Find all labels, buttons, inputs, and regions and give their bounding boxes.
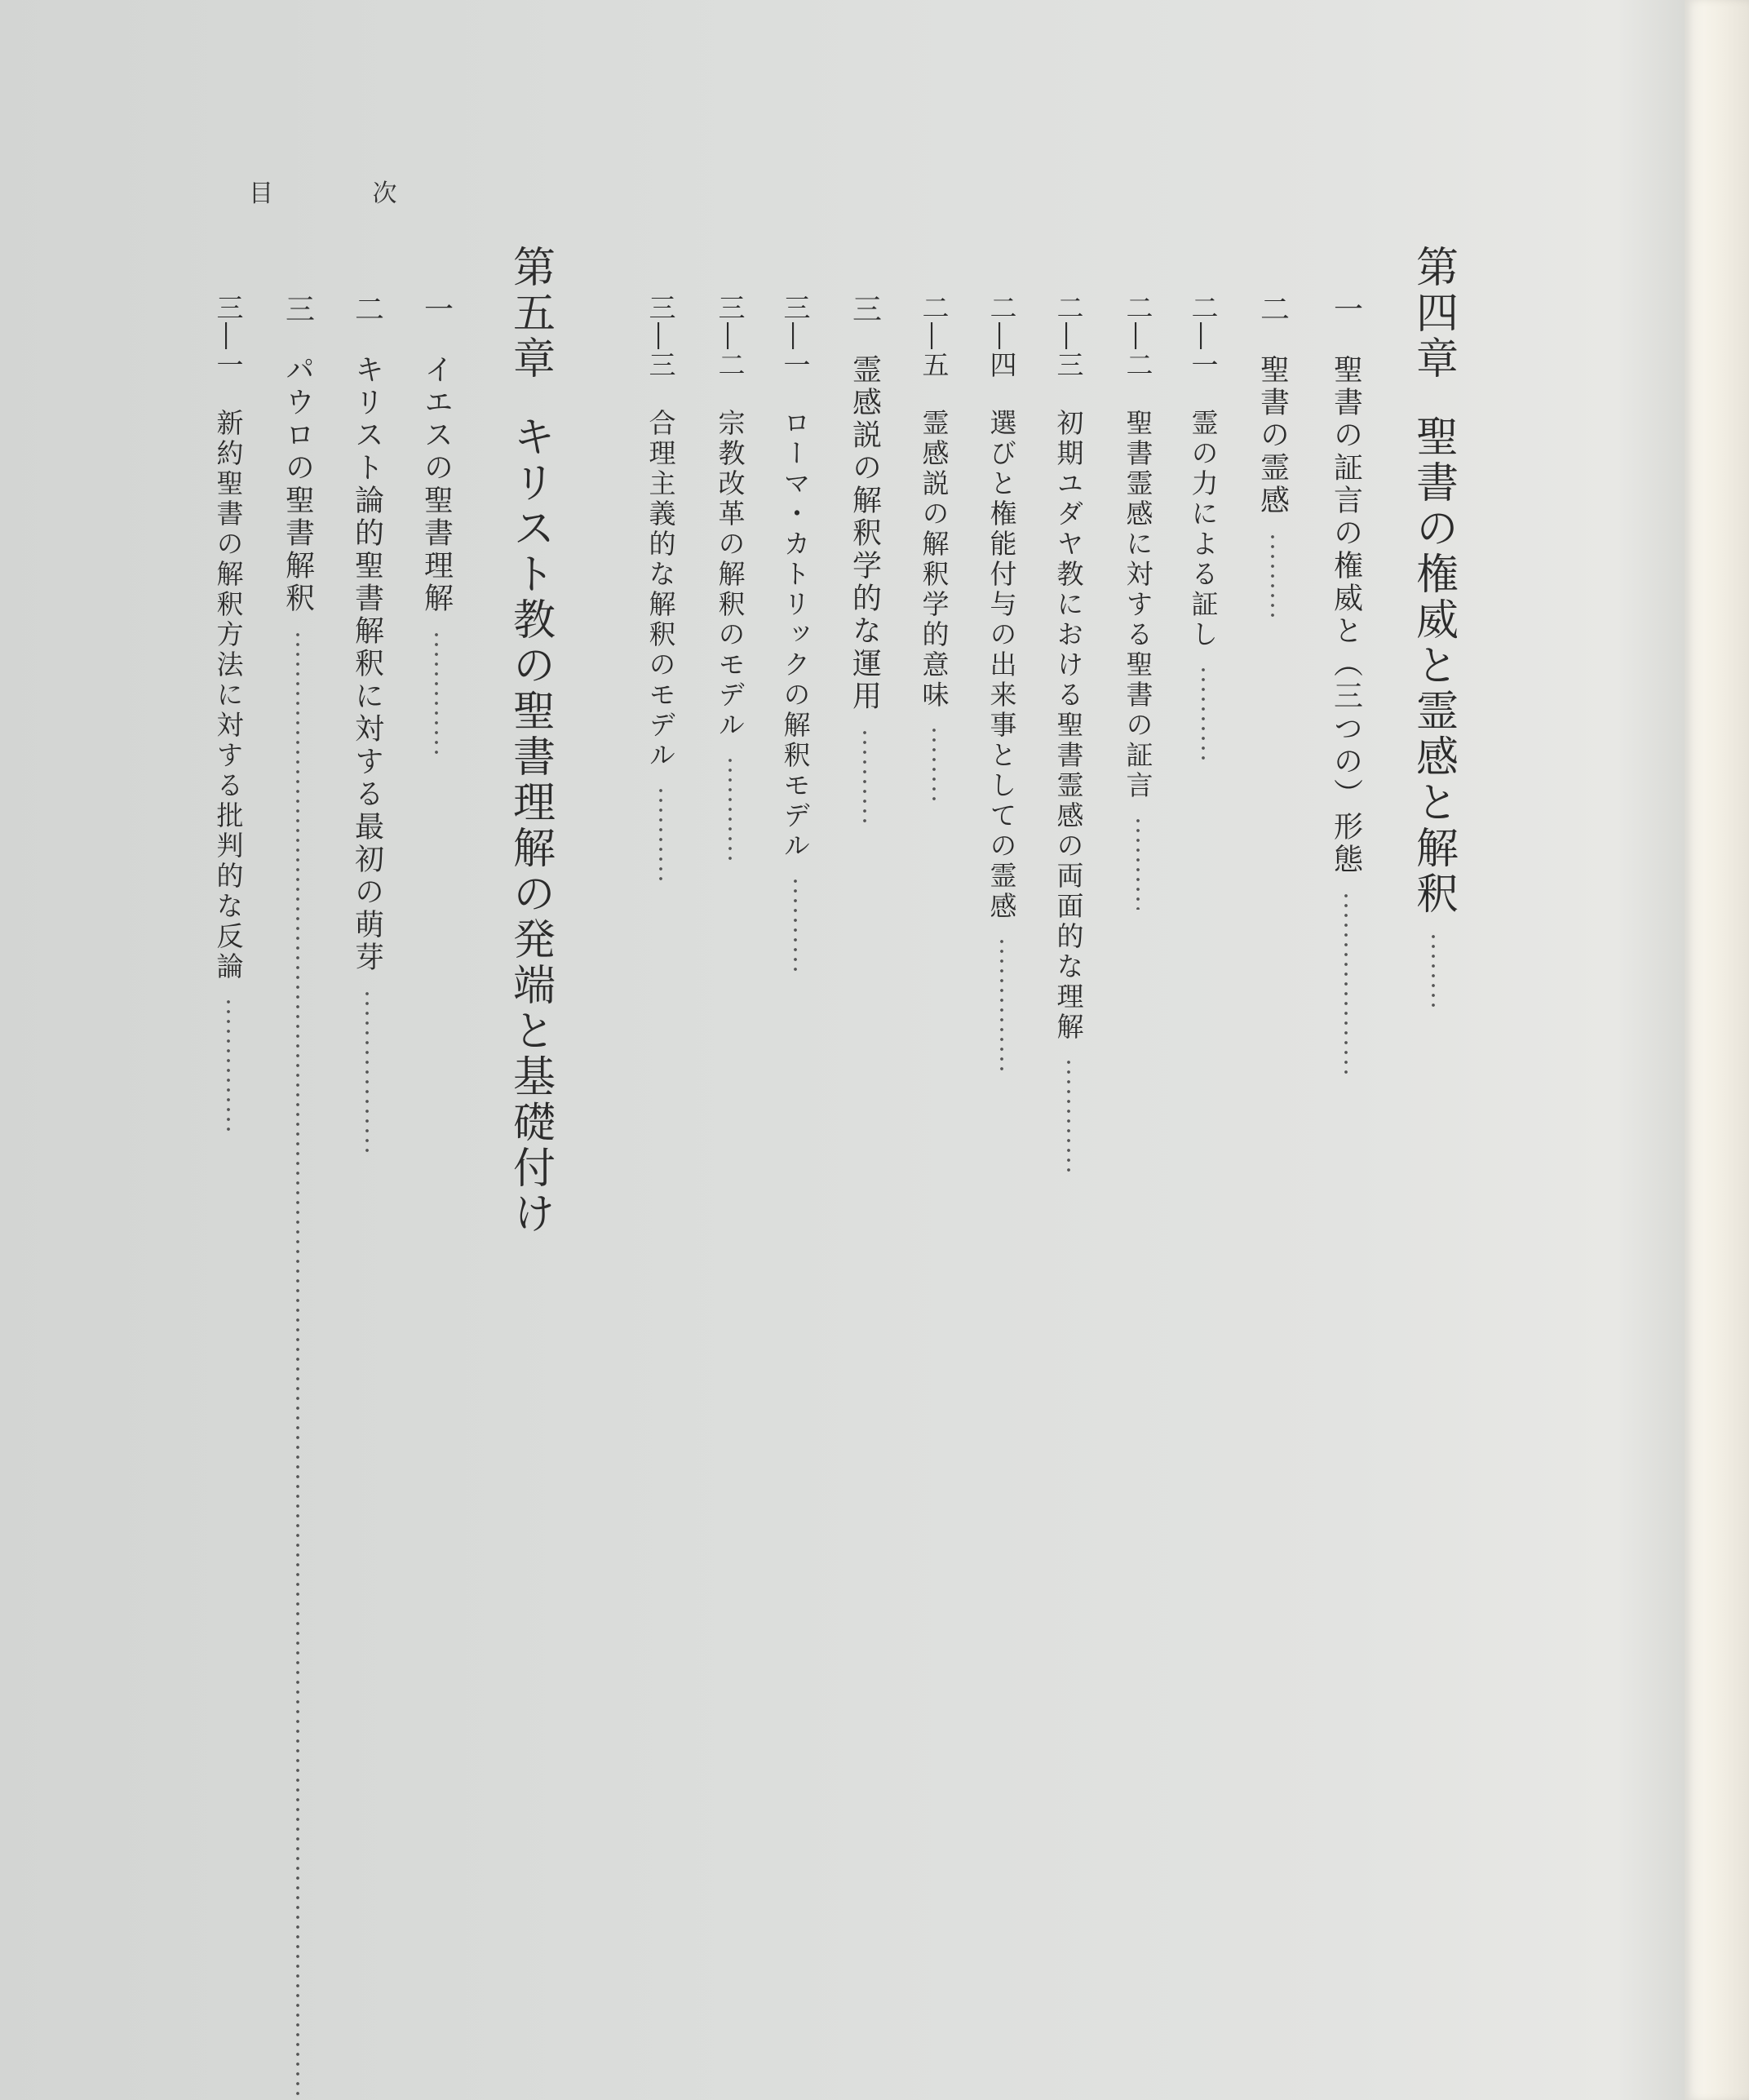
toc-entry-s4-2-2 [1120,294,1156,910]
dot-leader [658,786,663,881]
running-head: 目 次 [249,179,443,208]
toc-entry-s4-2-5 [916,294,952,804]
toc-entry-number: 二 [1255,294,1290,325]
dot-leader [1136,816,1140,910]
dot-leader [226,997,231,1134]
dot-leader [1431,932,1436,1012]
dot-leader [1201,665,1206,763]
toc-entry-title: 霊感説の解釈学的意味 [918,409,950,711]
toc-entry-number: 三―三 [644,294,677,379]
toc-entry-title: イエスの聖書理解 [419,354,454,615]
toc-entry-title: 初期ユダヤ教における聖書霊感の両面的な理解 [1052,409,1085,1043]
toc-entry-s4-2 [1255,294,1291,620]
dot-leader [862,728,867,824]
toc-entry-s5-2 [349,294,385,1159]
toc-entry-title: 選びと権能付与の出来事としての霊感 [985,409,1018,922]
toc-entry-title: キリスト論的聖書解釈に対する最初の萌芽 [350,354,384,974]
toc-entry-s4-2-4 [984,294,1020,1077]
toc-entry-s4-3 [847,294,883,824]
toc-entry-number: 三―一 [779,294,812,379]
dot-leader [932,725,936,804]
toc-entry-number: 二―三 [1052,294,1085,379]
toc-entry-title: ローマ・カトリックの解釈モデル [779,409,812,862]
dot-leader [793,876,798,975]
toc-entry-number: 一 [1329,294,1363,325]
toc-entry-s4-3-3 [643,294,679,881]
toc-entry-title: 合理主義的な解釈のモデル [644,409,677,771]
toc-entry-ch4 [1409,245,1458,1012]
toc-entry-s4-1 [1328,294,1364,1077]
toc-entry-number: 三―二 [714,294,746,379]
dot-leader [728,755,733,861]
toc-entry-number: 二―四 [985,294,1018,379]
toc-entry-title: 新約聖書の解釈方法に対する批判的な反論 [212,409,245,982]
toc-entry-number: 三―一 [212,294,245,379]
dot-leader [434,630,439,759]
toc-entry-title: 聖書の権威と霊感と解釈 [1408,414,1458,917]
toc-entry-s5-3-1 [210,294,246,1134]
dot-leader [1270,532,1275,620]
dot-leader [365,989,370,1159]
toc-entry-title: キリスト教の聖書理解の発端と基礎付け [505,414,555,1237]
toc-entry-s4-2-3 [1051,294,1087,1175]
page-edge [1685,0,1749,2100]
toc-entry-number: 二―二 [1122,294,1154,379]
toc-entry-title: 宗教改革の解釈のモデル [714,409,746,741]
toc-entry-s4-2-1 [1185,294,1221,763]
toc-entry-s5-1 [418,294,454,759]
toc-entry-title: パウロの聖書解釈 [281,354,315,615]
dot-leader [1066,1057,1071,1175]
toc-entry-number: 二 [350,294,384,325]
toc-entry-number: 三 [848,294,882,325]
dot-leader [1344,891,1348,1077]
toc-entry-title: 聖書の霊感 [1255,354,1290,517]
toc-entry-number: 二―五 [918,294,950,379]
toc-entry-title: 霊の力による証し [1187,409,1220,650]
toc-entry-number: 三 [281,294,315,325]
toc-entry-number: 第五章 [505,245,555,382]
dot-leader [999,937,1004,1077]
toc-entry-ch5 [505,245,555,1237]
toc-entry-title: 聖書霊感に対する聖書の証言 [1122,409,1154,801]
dot-leader [295,630,300,2100]
toc-entry-s5-3 [280,294,316,2100]
toc-entry-title: 聖書の証言の権威と（三つの）形態 [1329,354,1363,876]
toc-entry-title: 霊感説の解釈学的な運用 [848,354,882,713]
toc-entry-number: 第四章 [1408,245,1458,382]
toc-entry-s4-3-2 [712,294,748,861]
toc-entry-number: 二―一 [1187,294,1220,379]
toc-entry-s4-3-1 [777,294,813,975]
toc-entry-number: 一 [419,294,454,325]
